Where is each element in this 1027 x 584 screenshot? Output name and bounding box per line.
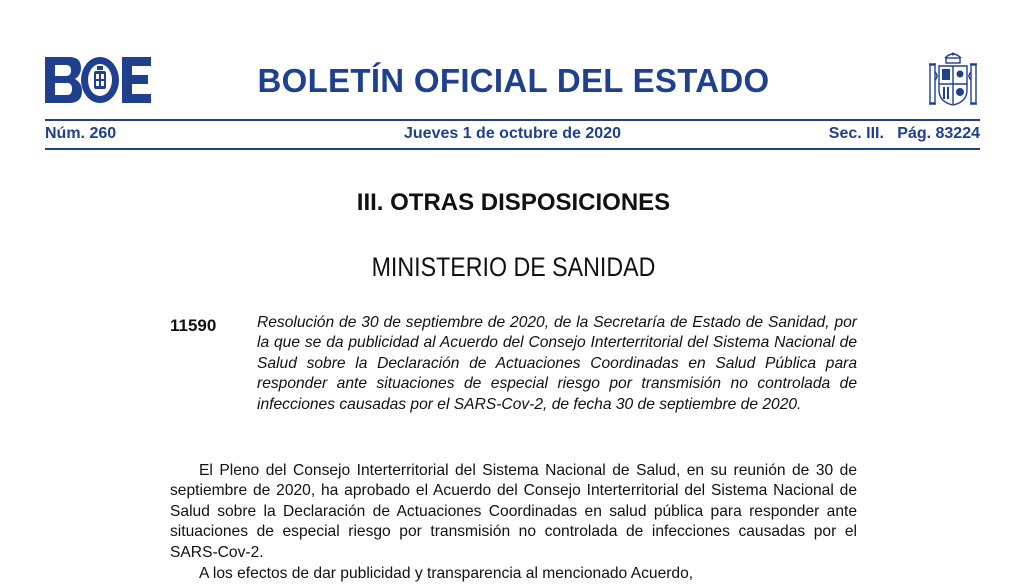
resolution-title: Resolución de 30 de septiembre de 2020, de la Secretaría de Estado de Sanidad, por la que se da publicidad al Acuerdo del Consejo Interterritorial del Sistema Nacional de Salud sobre la Declaración de Actuaciones Coordinadas en Salud Pública para responder ante situaciones de especial riesgo por transmisión no controlada de infecciones causadas por el SARS-Cov-2, de fecha 30 de septiembre de 2020. (257, 314, 857, 413)
body-paragraph-2-text: A los efectos de dar publicidad y transparencia al mencionado Acuerdo, (199, 565, 694, 582)
header-bottom-rule (45, 148, 980, 150)
body-paragraph-1-text: El Pleno del Consejo Interterritorial del Sistema Nacional de Salud, en su reunión de 30 de septiembre de 2020, ha aprobado el Acuerdo del Consejo Interterritorial del Sistema Nacional de Salud sobre la Declaración de Actuaciones Coordinadas en salud pública para responder ante situaciones de especial riesgo por transmisión no controlada de infecciones causadas por el SARS-Cov-2. (170, 462, 857, 561)
coat-of-arms-icon (925, 50, 981, 108)
masthead-title: BOLETÍN OFICIAL DEL ESTADO (257, 62, 770, 99)
issue-date: Jueves 1 de octubre de 2020 (404, 125, 621, 142)
issue-header-row (45, 125, 980, 145)
header-top-rule (45, 119, 980, 121)
ministry-title: MINISTERIO DE SANIDAD (371, 252, 656, 282)
body-paragraph-1 (170, 461, 857, 563)
issue-number: Núm. 260 (45, 125, 117, 142)
body-paragraph-2 (170, 564, 857, 584)
entry-number: 11590 (170, 316, 217, 335)
section-title: III. OTRAS DISPOSICIONES (356, 189, 671, 216)
section-page: Sec. III. Pág. 83224 (828, 125, 980, 142)
